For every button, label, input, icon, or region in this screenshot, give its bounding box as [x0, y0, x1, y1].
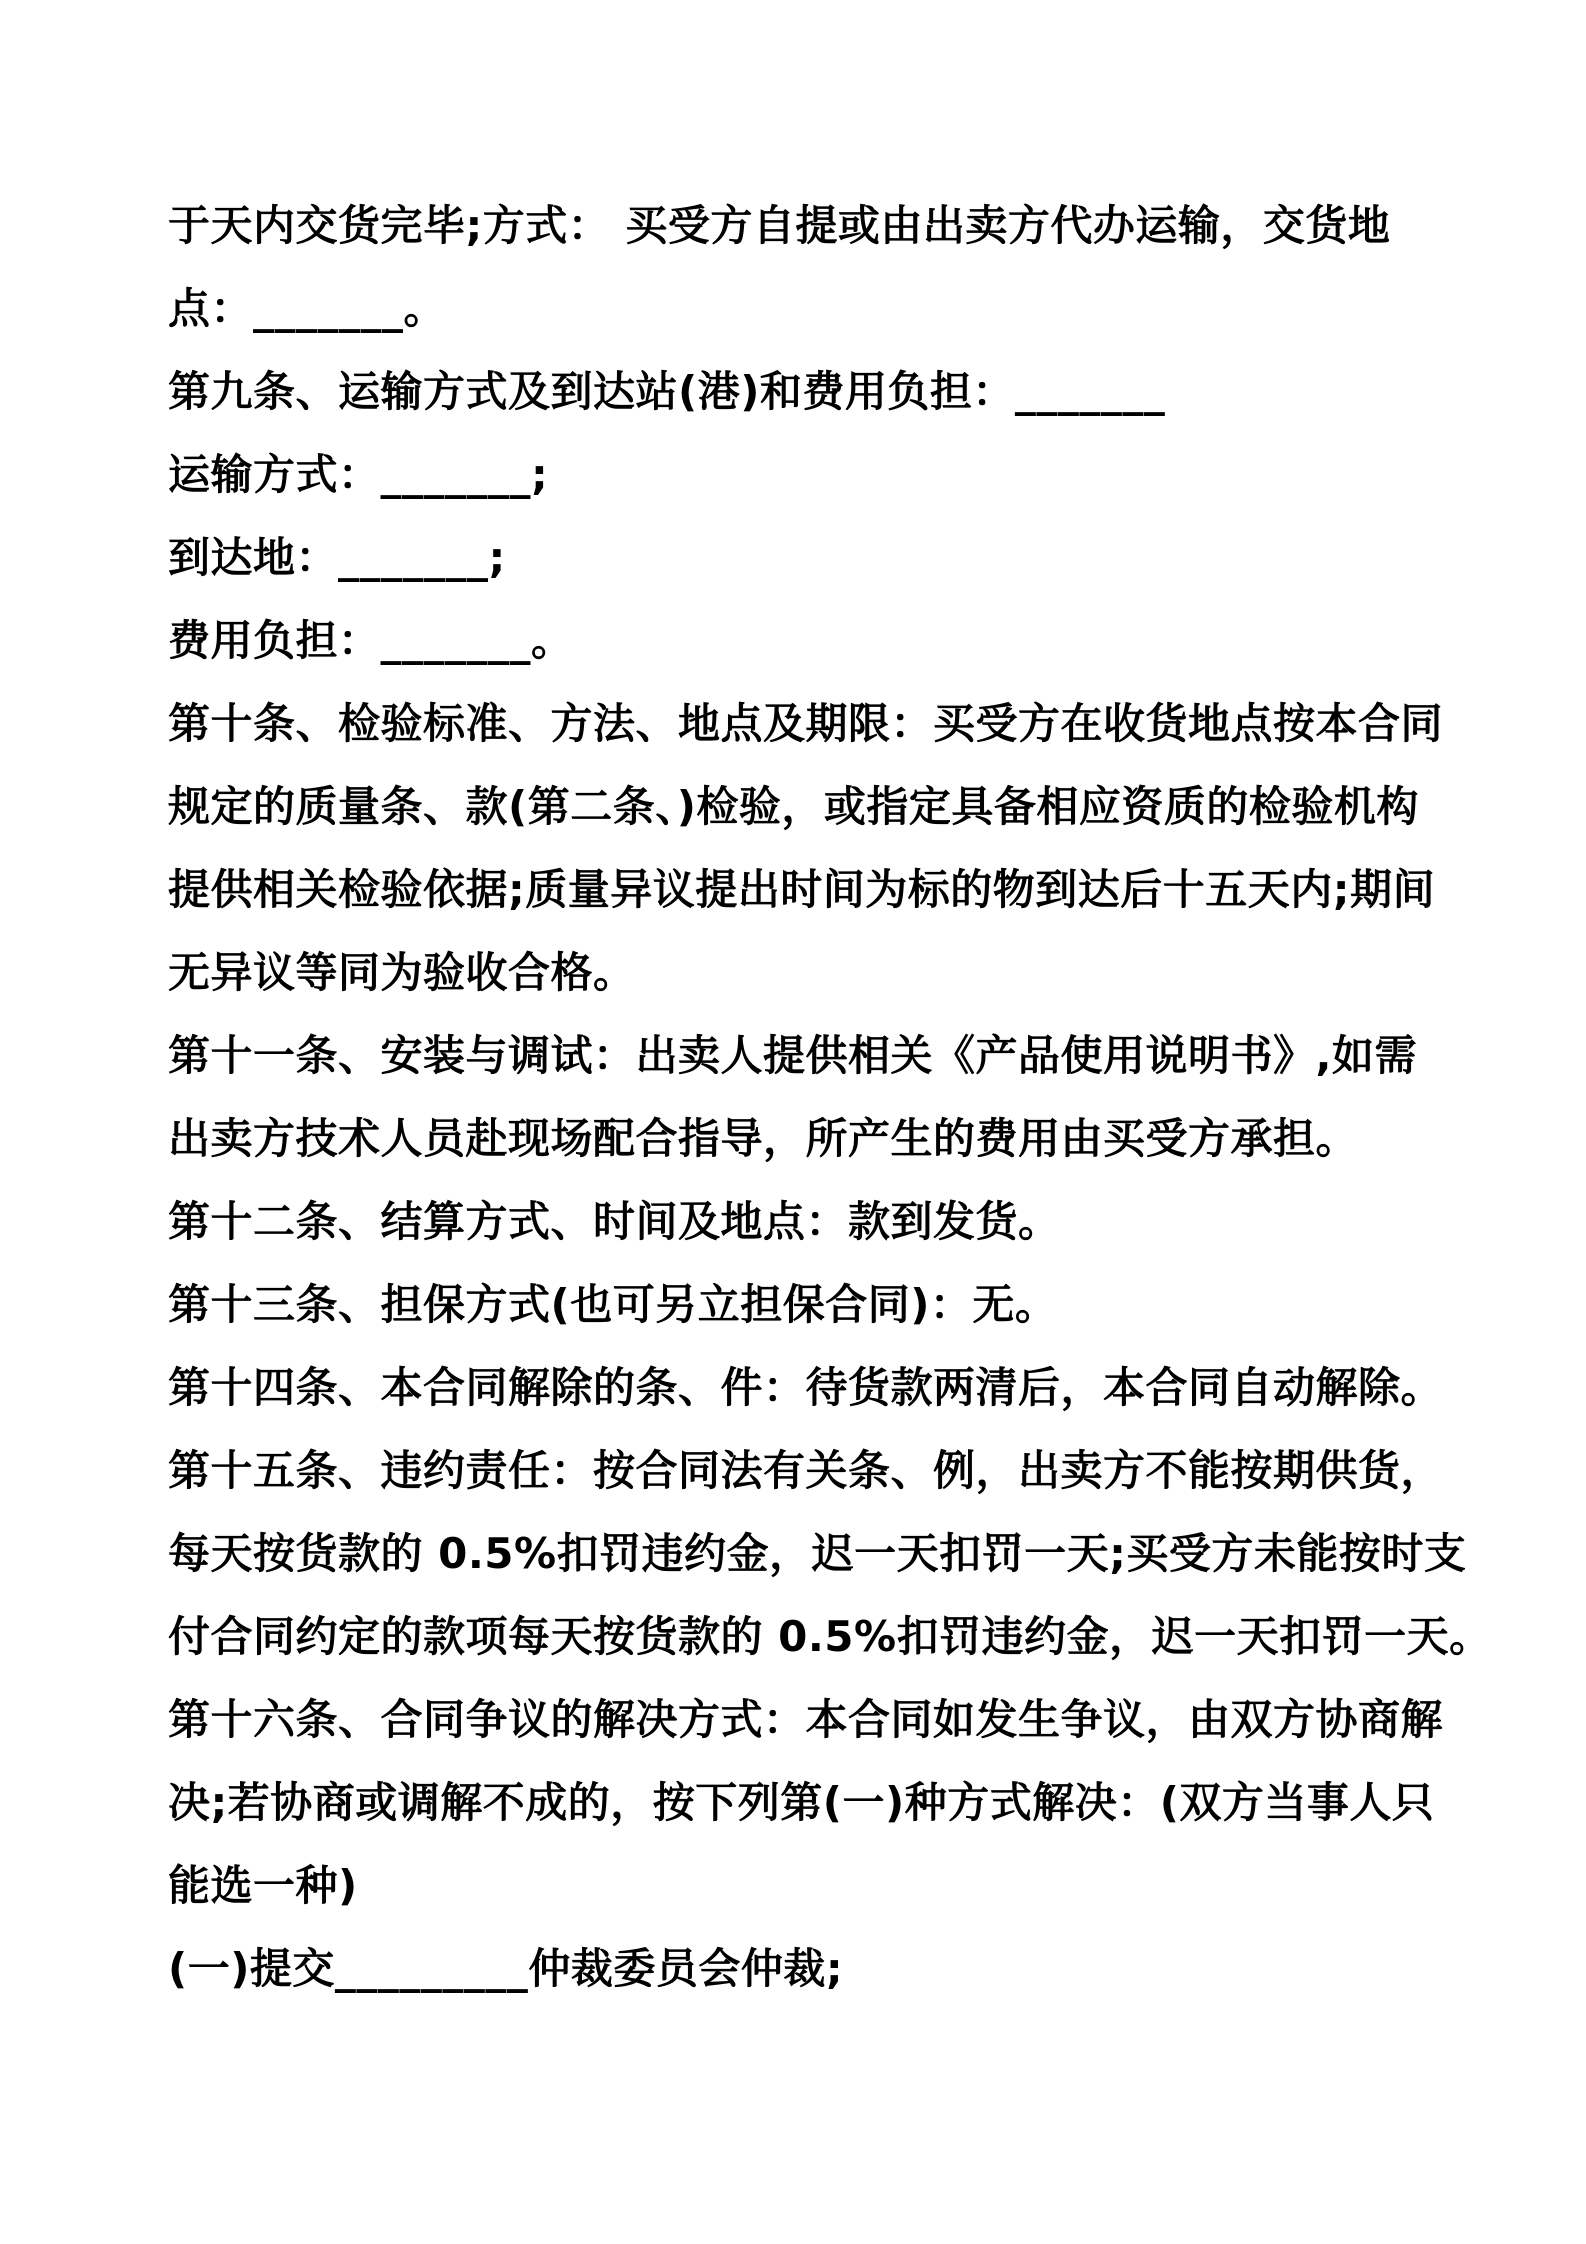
contract-text-block [168, 184, 1492, 2010]
text-line-arbitration-option: (一)提交_________仲裁委员会仲裁; [168, 1944, 844, 1993]
text-line-clause-15: 第十五条、违约责任：按合同法有关条、例，出卖方不能按期供货， [168, 1446, 1444, 1495]
text-line-clause-16-wrap-2: 能选一种) [168, 1861, 358, 1910]
text-line-clause-16-wrap-1: 决;若协商或调解不成的，按下列第(一)种方式解决：(双方当事人只 [168, 1778, 1435, 1827]
text-line-clause-10-wrap-2: 提供相关检验依据;质量异议提出时间为标的物到达后十五天内;期间 [168, 865, 1436, 914]
text-line-clause-11: 第十一条、安装与调试：出卖人提供相关《产品使用说明书》,如需 [168, 1031, 1417, 1080]
text-line-clause-16: 第十六条、合同争议的解决方式：本合同如发生争议，由双方协商解 [168, 1695, 1444, 1744]
text-line-clause-10-wrap-3: 无异议等同为验收合格。 [168, 948, 636, 997]
text-line-clause-10-wrap-1: 规定的质量条、款(第二条、)检验，或指定具备相应资质的检验机构 [168, 782, 1419, 831]
text-line-delivery-wrap: 于天内交货完毕;方式： 买受方自提或由出卖方代办运输，交货地 [168, 201, 1391, 250]
text-line-clause-12: 第十二条、结算方式、时间及地点：款到发货。 [168, 1197, 1061, 1246]
text-line-clause-9: 第九条、运输方式及到达站(港)和费用负担：_______ [168, 367, 1166, 416]
text-line-clause-11-wrap: 出卖方技术人员赴现场配合指导，所产生的费用由买受方承担。 [168, 1114, 1359, 1163]
text-line-arrival-place-blank: 到达地：_______; [168, 533, 506, 582]
text-line-clause-13: 第十三条、担保方式(也可另立担保合同)：无。 [168, 1280, 1058, 1329]
text-line-transport-mode-blank: 运输方式：_______; [168, 450, 549, 499]
text-line-clause-15-wrap-1: 每天按货款的 0.5%扣罚违约金，迟一天扣罚一天;买受方未能按时支 [168, 1529, 1467, 1578]
text-line-clause-14: 第十四条、本合同解除的条、件：待货款两清后，本合同自动解除。 [168, 1363, 1444, 1412]
text-line-delivery-place-blank: 点：_______。 [168, 284, 447, 333]
text-line-cost-burden-blank: 费用负担：_______。 [168, 616, 574, 665]
text-line-clause-15-wrap-2: 付合同约定的款项每天按货款的 0.5%扣罚违约金，迟一天扣罚一天。 [168, 1612, 1492, 1661]
text-line-clause-10: 第十条、检验标准、方法、地点及期限：买受方在收货地点按本合同 [168, 699, 1444, 748]
